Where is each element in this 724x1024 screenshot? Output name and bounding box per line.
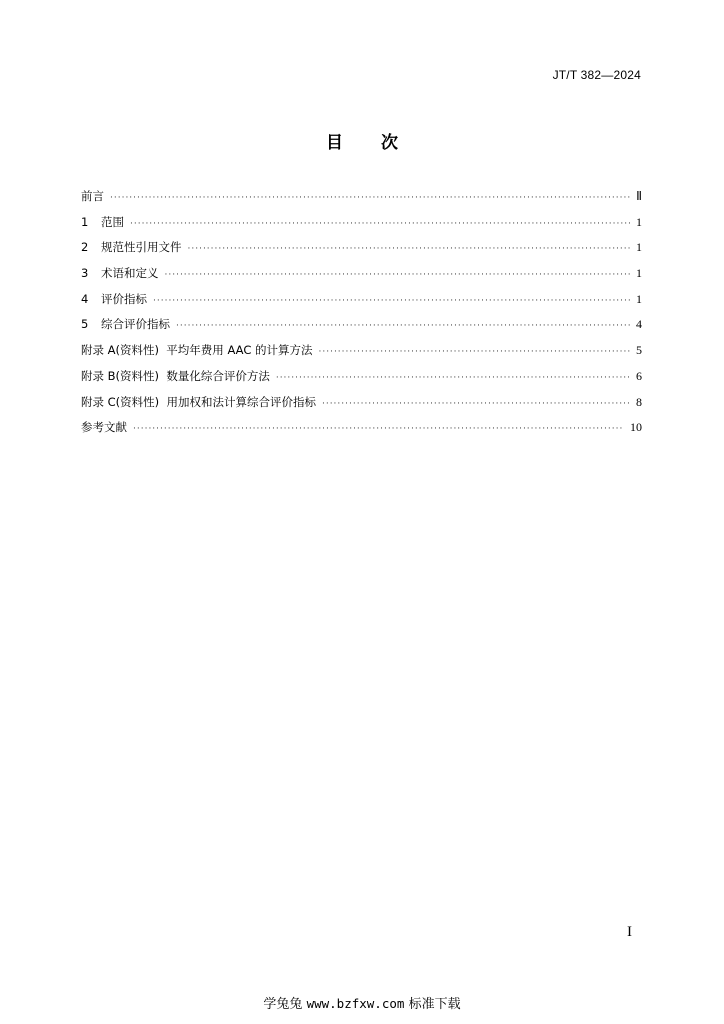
toc-entry-label: 综合评价指标 (101, 317, 170, 332)
toc-leader-dots (153, 291, 630, 311)
toc-entry-page: 1 (636, 291, 642, 306)
page-number: I (627, 924, 632, 940)
toc-entry-number: 3 (81, 266, 89, 281)
toc-title-char-2: 次 (381, 133, 398, 153)
toc-entry-comprehensive-indicators[interactable] (81, 314, 642, 340)
toc-entry-number: 2 (81, 240, 89, 255)
toc-entry-label: 范围 (101, 214, 124, 229)
toc-entry-page: 1 (636, 214, 642, 229)
toc-entry-foreword[interactable] (81, 186, 642, 212)
toc-leader-dots (322, 394, 630, 414)
toc-entry-page: 6 (636, 368, 642, 383)
toc-entry-label: 前言 (81, 189, 104, 203)
toc-entry-label: 规范性引用文件 (101, 240, 182, 255)
toc-entry-label: 附录 B(资料性) 数量化综合评价方法 (81, 368, 270, 383)
toc-leader-dots (319, 342, 631, 362)
toc-entry-label: 附录 C(资料性) 用加权和法计算综合评价指标 (81, 394, 316, 409)
toc-entry-page: 1 (636, 266, 642, 281)
toc-entry-bibliography[interactable] (81, 417, 642, 443)
toc-title (0, 128, 724, 153)
toc-entry-page: 8 (636, 394, 642, 409)
toc-entry-annex-b[interactable] (81, 366, 642, 392)
toc-leader-dots (276, 368, 630, 388)
toc-entry-page: 1 (636, 240, 642, 255)
toc-entry-label: 附录 A(资料性) 平均年费用 AAC 的计算方法 (81, 343, 313, 358)
toc-leader-dots (165, 265, 631, 285)
toc-leader-dots (188, 239, 631, 259)
toc-entry-label: 术语和定义 (101, 266, 159, 281)
toc-leader-dots (130, 214, 630, 234)
watermark (0, 993, 724, 1012)
toc-entry-label: 参考文献 (81, 420, 127, 435)
document-code: JT/T 382—2024 (552, 68, 641, 82)
toc-leader-dots (133, 419, 624, 439)
toc-entry-number: 5 (81, 317, 89, 332)
toc-entry-page: 4 (636, 317, 642, 332)
toc-title-char-1: 目 (326, 133, 343, 153)
toc-entry-page: 10 (630, 420, 642, 435)
toc-entry-terms[interactable] (81, 263, 642, 289)
toc-entry-number: 4 (81, 291, 89, 306)
watermark-url: www.bzfxw.com (306, 996, 405, 1011)
toc-entry-label: 评价指标 (101, 291, 147, 306)
toc-entry-scope[interactable] (81, 212, 642, 238)
toc-entry-evaluation-indicators[interactable] (81, 289, 642, 315)
toc-entry-page: 5 (636, 343, 642, 358)
watermark-suffix: 标准下载 (408, 997, 461, 1012)
table-of-contents (81, 186, 642, 443)
toc-entry-page: Ⅱ (636, 189, 642, 203)
toc-leader-dots (176, 316, 630, 336)
toc-entry-normative-references[interactable] (81, 237, 642, 263)
toc-entry-annex-c[interactable] (81, 392, 642, 418)
watermark-name: 学兔兔 (263, 997, 303, 1012)
toc-entry-annex-a[interactable] (81, 340, 642, 366)
toc-entry-number: 1 (81, 214, 89, 229)
toc-leader-dots (110, 188, 630, 208)
